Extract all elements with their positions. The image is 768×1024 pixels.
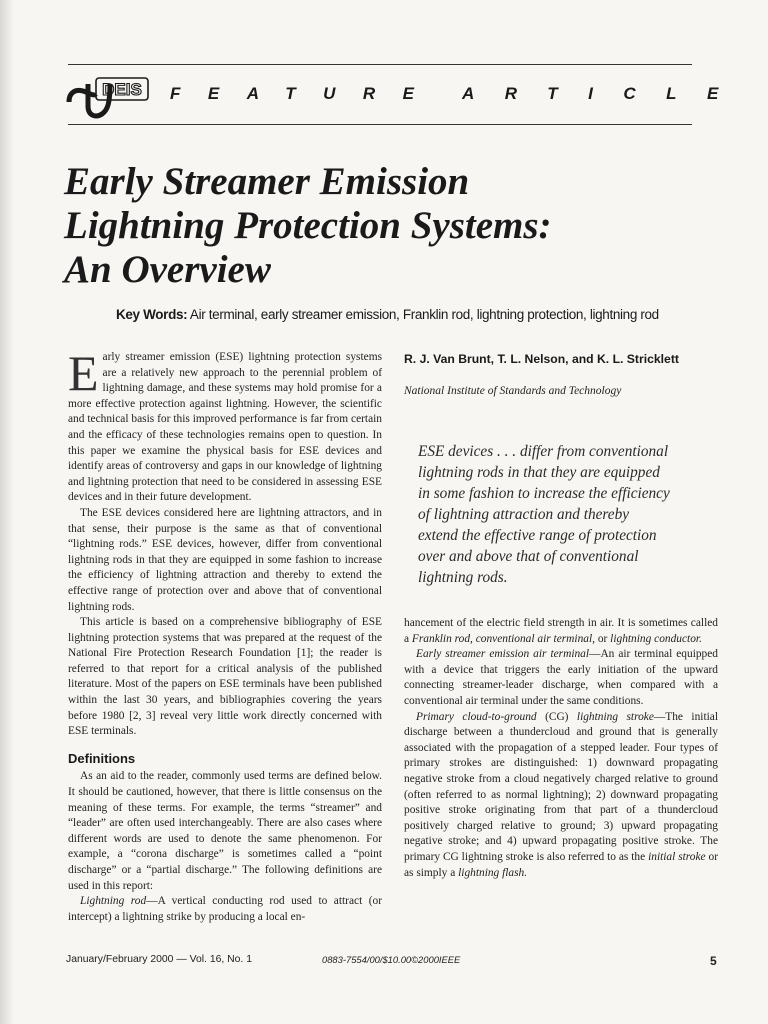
term-lightning-flash: lightning flash.: [458, 866, 528, 879]
text-run: or: [594, 632, 611, 645]
page-number: 5: [710, 954, 717, 968]
banner-bottom-rule: [68, 124, 692, 125]
intro-paragraph: [68, 345, 382, 506]
key-words-label: Key Words:: [116, 307, 188, 322]
footer-issue: January/February 2000 — Vol. 16, No. 1: [66, 954, 252, 965]
text-run: hancement of the electric field strength in air. It is sometimes called a: [404, 617, 718, 645]
title-line-2: Lightning Protection Systems:: [64, 204, 552, 247]
affiliation: National Institute of Standards and Technology: [404, 385, 622, 397]
pull-quote-line: of lightning attraction and thereby: [418, 506, 630, 523]
term-lightning-rod: Lightning rod: [80, 895, 147, 908]
text-run: or as simply a: [404, 850, 718, 879]
pull-quote-line: extend the effective range of protection: [418, 527, 657, 544]
left-column: [68, 345, 383, 925]
scan-edge-shadow: [0, 0, 14, 1024]
text-run: —The initial discharge between a thundercloud and ground that is generally associated with the propagation of a stepped leader. Four types of primary strokes are distinguished: 1) downward propagating negative stroke from a cloud negatively charged relative to ground (often referred to as normal lightning); 2) downward propagating positive stroke originating from that part of a thundercloud positively charged relative to ground; 3) upward propagating negative stroke; and 4) upward propagating positive stroke. The primary CG lightning stroke is also referred to as the: [404, 710, 718, 863]
pull-quote-line: ESE devices . . . differ from conventional: [418, 443, 669, 460]
intro-text: arly streamer emission (ESE) lightning protection systems are a relatively new approach to the perennial problem of lightning damage, and these systems may hold promise for a more effective protection against lightning. However, the scientific and technical basis for this improved performance is far from certain and the efficacy of these technologies remains open to question. In this paper we examine the physical basis for ESE devices and identify areas of controversy and gaps in our knowledge of lightning and lightning protection that need to be considered in assessing ESE devices and in their future development.: [68, 351, 382, 504]
term-lightning-conductor: lightning conductor.: [610, 632, 702, 645]
authors: R. J. Van Brunt, T. L. Nelson, and K. L. Stricklett: [404, 352, 679, 366]
pull-quote: [418, 441, 718, 588]
footer-copyright-code: 0883-7554/00/$10.00©2000IEEE: [322, 954, 461, 965]
logo-text: DEIS: [102, 80, 142, 99]
term-franklin-rod: Franklin rod, conventional air terminal,: [411, 632, 595, 645]
pull-quote-line: lightning rods in that they are equipped: [418, 464, 660, 481]
text-run: —An air terminal equipped with a device that triggers the early initiation of the upward connecting streamer-leader discharge, when compared with a conventional air terminal under the same conditions.: [404, 648, 719, 707]
pull-quote-line: in some fashion to increase the efficiency: [418, 485, 670, 502]
banner-word-article: ARTICLE: [462, 84, 749, 103]
banner-word-feature: FEATURE: [170, 84, 442, 103]
title-line-3: An Overview: [64, 248, 271, 291]
term-lightning-stroke: lightning stroke: [576, 710, 654, 723]
right-column: [404, 616, 718, 881]
paragraph-5-text: —A vertical conducting rod used to attract (or intercept) a lightning strike by producing a local en-: [68, 895, 383, 923]
term-primary-cg: Primary cloud-to-ground: [416, 710, 537, 723]
term-ese-air-terminal: Early streamer emission air terminal: [416, 648, 590, 661]
definition-ese-terminal: [404, 647, 718, 709]
continued-paragraph: [404, 616, 718, 647]
text-run: (CG): [536, 710, 577, 723]
paragraph-4: As an aid to the reader, commonly used terms are defined below. It should be cautioned, however, that there is little consensus on the meaning of these terms. For example, the terms “streamer” and “leader” are often used interchangeably. There are also cases where different words are used to denote the same phenomenon. For example, a “corona discharge” is sometimes called a “point discharge” or a “partial discharge.” The following definitions are used in this report:: [68, 770, 382, 892]
key-words: [116, 307, 716, 322]
top-rule: [68, 64, 692, 65]
deis-logo-icon: [66, 72, 154, 120]
paragraph-3: This article is based on a comprehensive bibliography of ESE lightning protection systems that was prepared at the request of the National Fire Protection Research Foundation [1]; the reader is referred to that report for a critical analysis of the published literature. Most of the papers on ESE terminals have been published within the last 30 years, and bibliographies covering the years before 1980 [2, 3] reveal very little work directly concerned with ESE terminals.: [68, 616, 382, 738]
pull-quote-line: lightning rods.: [418, 569, 508, 586]
definition-primary-cg-stroke: [404, 710, 718, 882]
term-initial-stroke: initial stroke: [648, 850, 706, 863]
article-title: [64, 160, 704, 292]
paragraph-2: The ESE devices considered here are lightning attractors, and in that sense, their purpose is the same as that of conventional “lightning rods.” ESE devices, however, differ from conventional lightning rods in that they are equipped in some fashion to increase the efficiency of lightning attraction and thereby to extend the effective range of protection over and above that of conventional lightning rods.: [68, 506, 382, 613]
paragraph-5: [68, 894, 382, 925]
drop-cap: E: [68, 345, 99, 401]
section-heading-definitions: Definitions: [68, 750, 136, 766]
feature-article-banner: [170, 84, 749, 108]
pull-quote-line: over and above that of conventional: [418, 548, 639, 565]
key-words-text: Air terminal, early streamer emission, Franklin rod, lightning protection, lightning rod: [187, 307, 659, 322]
title-line-1: Early Streamer Emission: [64, 160, 470, 203]
